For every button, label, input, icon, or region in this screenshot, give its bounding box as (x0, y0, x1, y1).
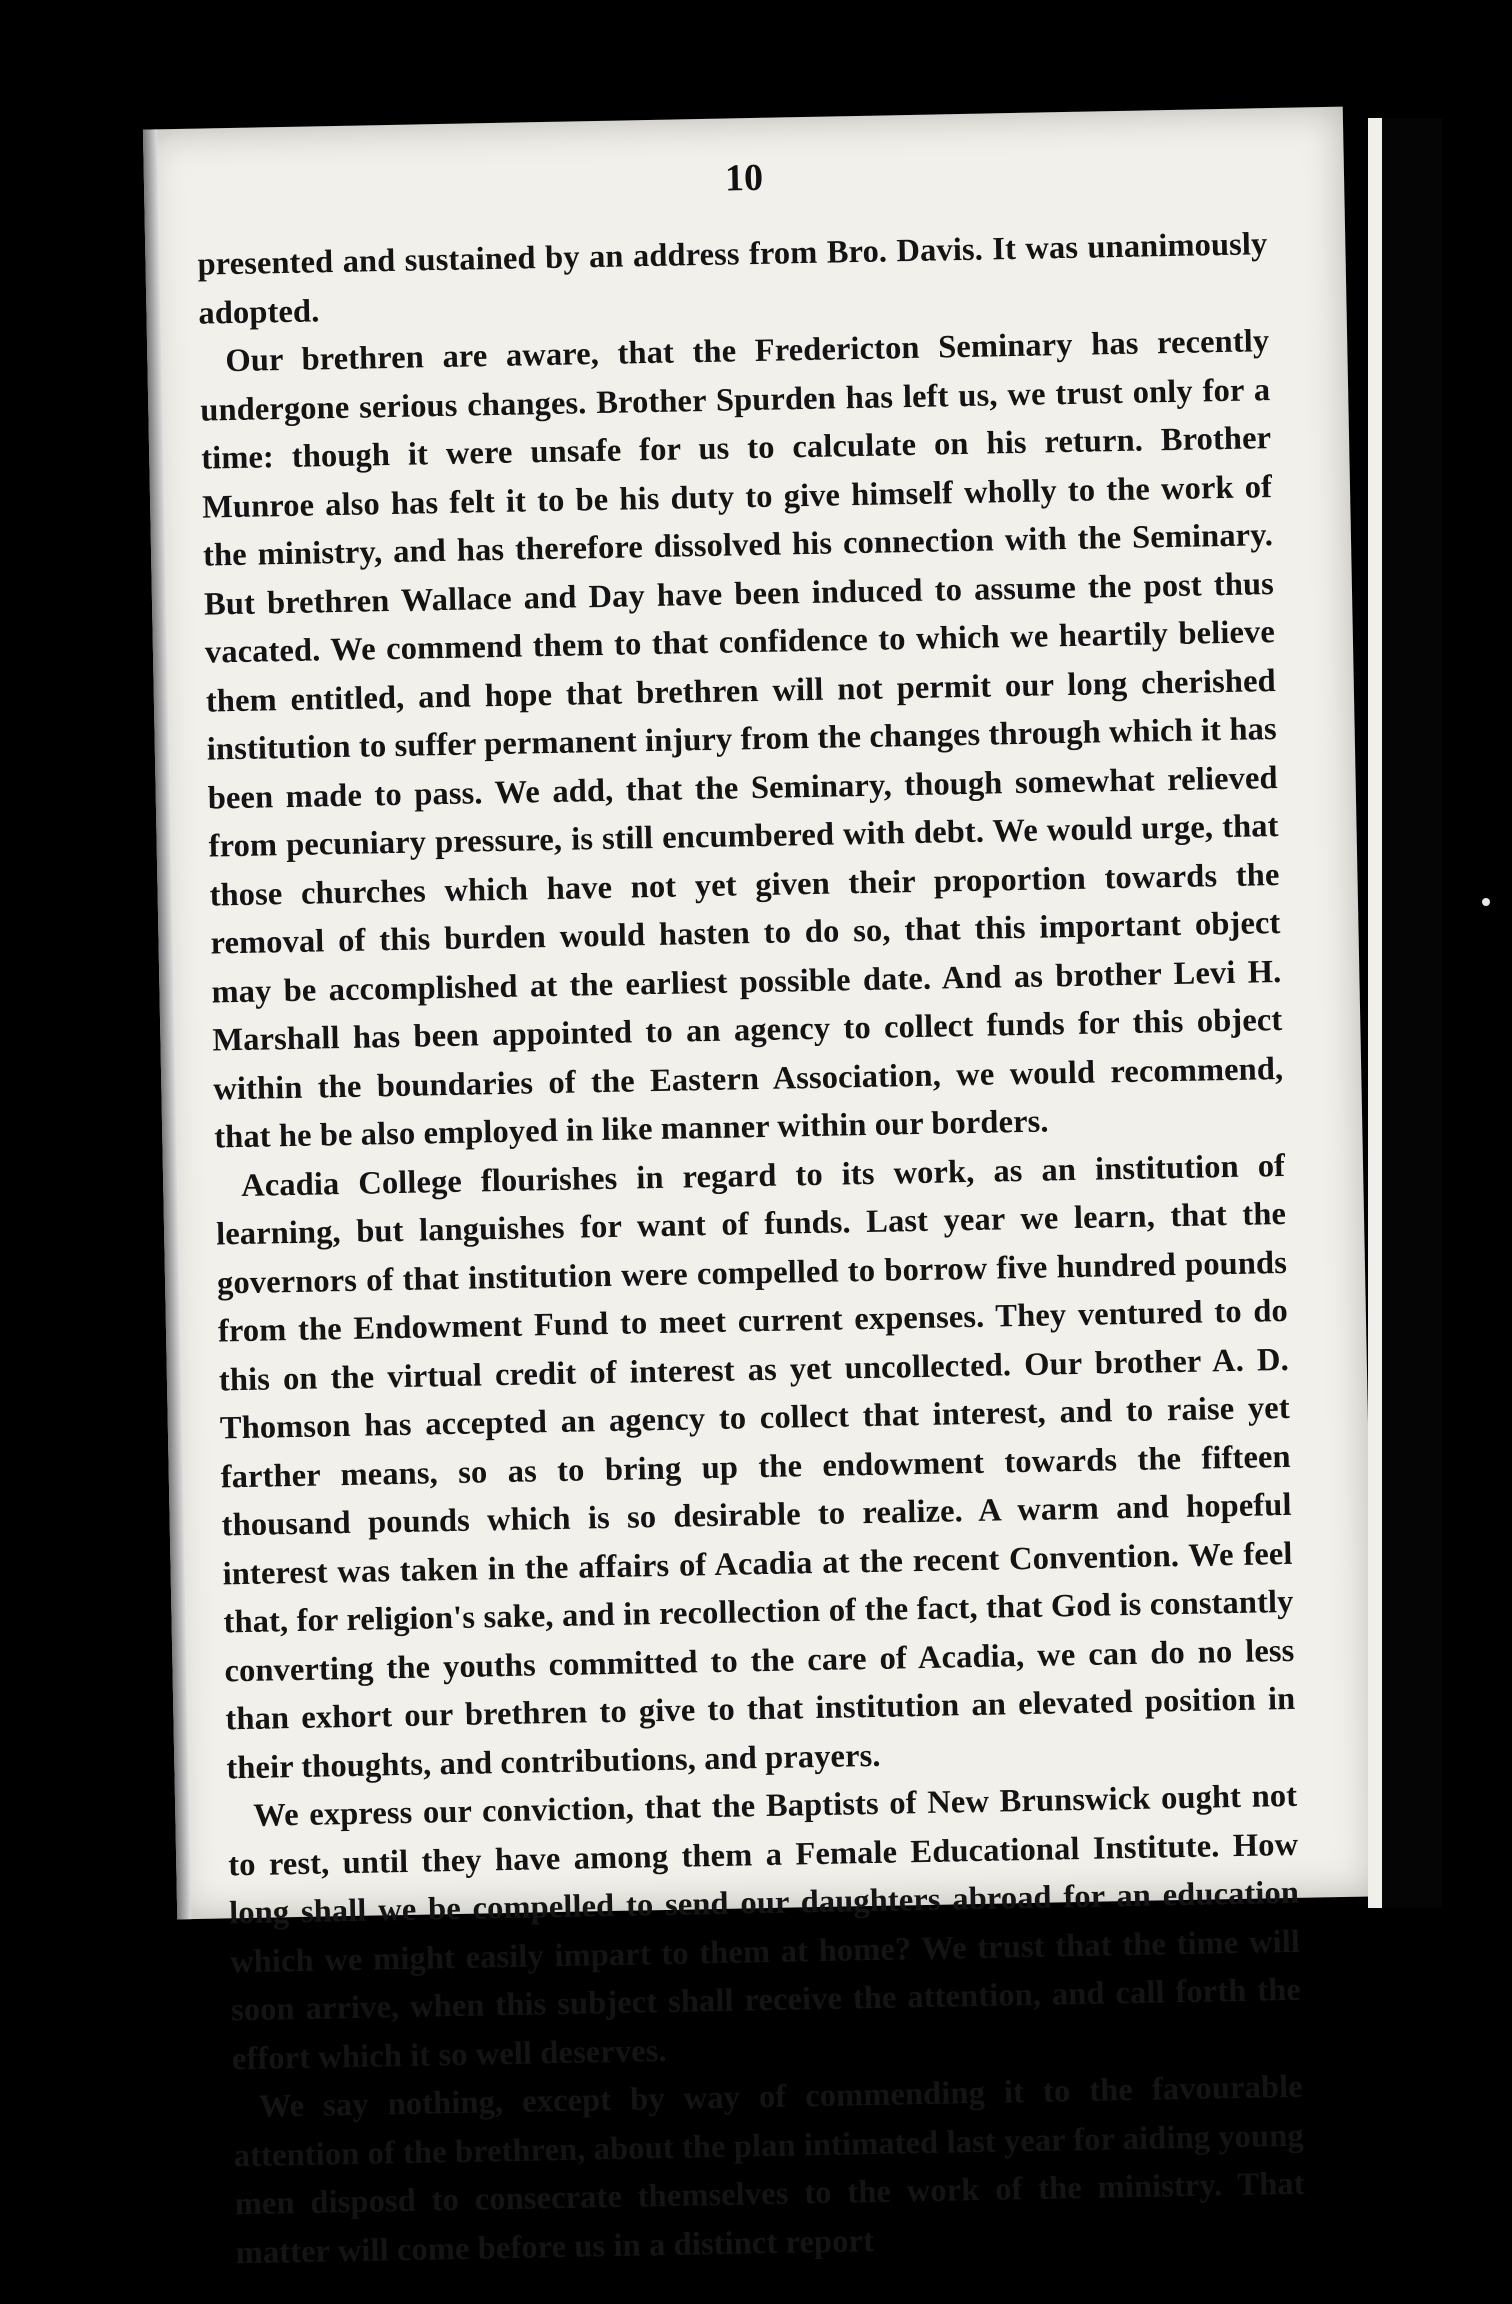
adjacent-page-shadow (1382, 118, 1442, 1908)
paragraph-5: We say nothing, except by way of commending it to the favourable attention of the brethren, about the plan intimated last year for aiding young men disposd to consecrate themselves to the work of the ministry. That matter will come before us in a distinct report (233, 2068, 1305, 2271)
paragraph-1: presented and sustained by an address from Bro. Davis. It was unanimously adopted. (197, 226, 1268, 332)
paragraph-3: Acadia College flourishes in regard to its work, as an institution of learning, but languishes for want of funds. Last year we learn, that the governors of that institution were compelled to borrow five hundred pounds from the Endowment Fund to meet current expenses. They ventured to do this on the virtual credit of interest as yet uncollected. Our brother A. D. Thomson has accepted an agency to collect that interest, and to raise yet farther means, so as to bring up the endowment towards the fifteen thousand pounds which is so desirable to realize. A warm and hopeful interest was taken in the affairs of Acadia at the recent Convention. We feel that, for religion's sake, and in recollection of the fact, that God is constantly converting the youths committed to the care of Acadia, we can do no less than exhort our brethren to give to that institution an elevated position in their thoughts, and contributions, and prayers. (215, 1147, 1296, 1786)
page-body-text (197, 220, 1306, 2277)
document-page (143, 107, 1377, 2271)
scan-speck (1482, 898, 1490, 906)
paragraph-4: We express our conviction, that the Baptists of New Brunswick ought not to rest, until they have among them a Female Educational Institute. How long shall we be compelled to send our daughters abroad for an education which we might easily impart to them at home? We trust that the time will soon arrive, when this subject shall receive the attention, and call forth the effort which it so well deserves. (227, 1777, 1302, 2077)
adjacent-page-edge (1368, 118, 1382, 1908)
paragraph-2: Our brethren are aware, that the Fredericton Seminary has recently undergone serious changes. Brother Spurden has left us, we trust only for a time: though it were unsafe for us to calculate on his return. Brother Munroe also has felt it to be his duty to give himself wholly to the work of the ministry, and has therefore dissolved his connection with the Seminary. But brethren Wallace and Day have been induced to assume the post thus vacated. We commend them to that confidence to which we heartily believe them entitled, and hope that brethren will not permit our long cherished institution to suffer permanent injury from the changes through which it has been made to pass. We add, that the Seminary, though somewhat relieved from pecuniary pressure, is still encumbered with debt. We would urge, that those churches which have not yet given their proportion towards the removal of this burden would hasten to do so, that this important object may be accomplished at the earliest possible date. And as brother Levi H. Marshall has been appointed to an agency to collect funds for this object within the boundaries of the Eastern Association, we would recommend, that he be also employed in like manner within our borders. (199, 323, 1284, 1156)
page-number: 10 (724, 156, 764, 200)
